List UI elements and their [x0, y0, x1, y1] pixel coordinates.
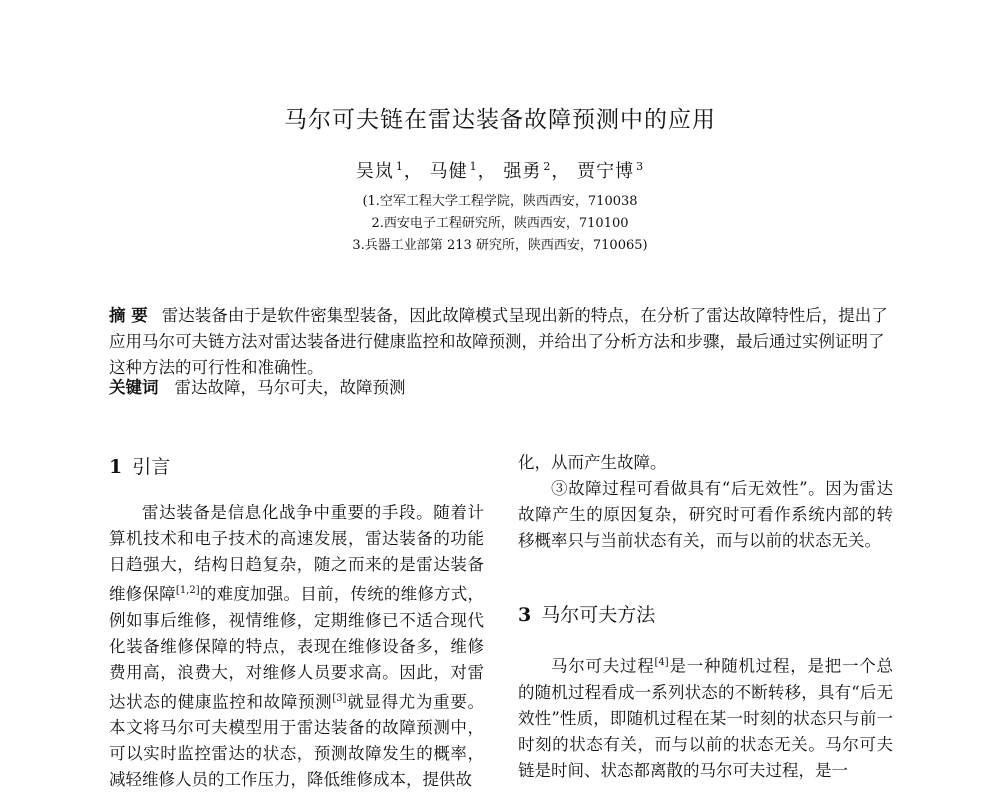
paragraph-text: 是一种随机过程，是把一个总的随机过程看成一系列状态的不断转移，具有“后无效性”性质，即随机过程在某一时刻的状态只与前一时刻的状态有关，而与以前的状态无关。马尔可夫链是时间、状态都离散的马尔可夫过程，是一 [518, 656, 894, 780]
abstract [109, 303, 892, 381]
affiliation-2: 2.西安电子工程研究所，陕西西安，710100 [371, 216, 629, 231]
left-column [109, 500, 484, 793]
paragraph-continuation: 化，从而产生故障。 [518, 453, 667, 472]
paragraph [518, 650, 893, 784]
keywords-text: 雷达故障，马尔可夫，故障预测 [174, 378, 406, 397]
keywords-label: 关键词 [109, 378, 159, 397]
intro-paragraph [109, 500, 484, 793]
author-affil-mark: 1 [469, 160, 478, 173]
section-title: 马尔可夫方法 [541, 604, 656, 626]
paper-title: 马尔可夫链在雷达装备故障预测中的应用 [284, 107, 716, 133]
paragraph-text: 马尔可夫过程 [551, 656, 655, 676]
keywords [109, 374, 892, 398]
author-name: 贾宁博 [577, 161, 635, 182]
author-name: 马健 [429, 161, 468, 182]
author-affil-mark: 2 [543, 160, 552, 173]
section-heading-1 [109, 452, 170, 479]
abstract-label: 摘 要 [109, 306, 148, 325]
affiliation-1: (1.空军工程大学工程学院，陕西西安，710038 [362, 194, 638, 209]
author-list: 吴岚 $^1$， 马健 $^1$， 强勇 $^2$， 贾宁博 $^3$ [355, 160, 645, 182]
paragraph-text: 的难度加强。目前，传统的维修方式，例如事后维修，视情维修，定期维修已不适合现代化装备维修保障的特点，表现在维修设备多，维修费用高，浪费大，对维修人员要求高。因此，对雷达状态的健康监控和故障预测 [109, 584, 485, 711]
citation: [1,2] [175, 585, 200, 596]
section-number: 1 [109, 456, 123, 478]
author-affil-mark: 3 [636, 160, 645, 173]
author-name: 强勇 [503, 161, 542, 182]
markov-paragraph [518, 650, 893, 784]
affiliation-3: 3.兵器工业部第 213 研究所，陕西西安，710065) [352, 238, 648, 253]
section-number: 3 [518, 604, 532, 626]
paragraph-text: 雷达装备是信息化战争中重要的手段。随着计算机技术和电子技术的高速发展，雷达装备的功能日趋强大，结构日趋复杂，随之而来的是雷达装备维修保障 [109, 503, 484, 604]
section-heading-3 [518, 600, 655, 627]
section-title: 引言 [132, 456, 171, 478]
citation: [4] [654, 657, 669, 668]
author-affil-mark: 1 [395, 160, 404, 173]
citation: [3] [332, 692, 347, 704]
paragraph-text: 就显得尤为重要。本文将马尔可夫模型用于雷达装备的故障预测中，可以实时监控雷达的状态，预测故障发生的概率，减轻维修人员的工作压力，降低维修成本，提供故 [109, 692, 485, 789]
abstract-text: 雷达装备由于是软件密集型装备，因此故障模式呈现出新的特点，在分析了雷达故障特性后，提出了应用马尔可夫链方法对雷达装备进行健康监控和故障预测，并给出了分析方法和步骤，最后通过实例证明了这种方法的可行性和准确性。 [109, 306, 888, 377]
paragraph-point-3: ③故障过程可看做具有“后无效性”。因为雷达故障产生的原因复杂，研究时可看作系统内部的转移概率只与当前状态有关，而与以前的状态无关。 [518, 479, 893, 550]
author-name: 吴岚 [355, 161, 394, 182]
right-column [518, 450, 893, 554]
